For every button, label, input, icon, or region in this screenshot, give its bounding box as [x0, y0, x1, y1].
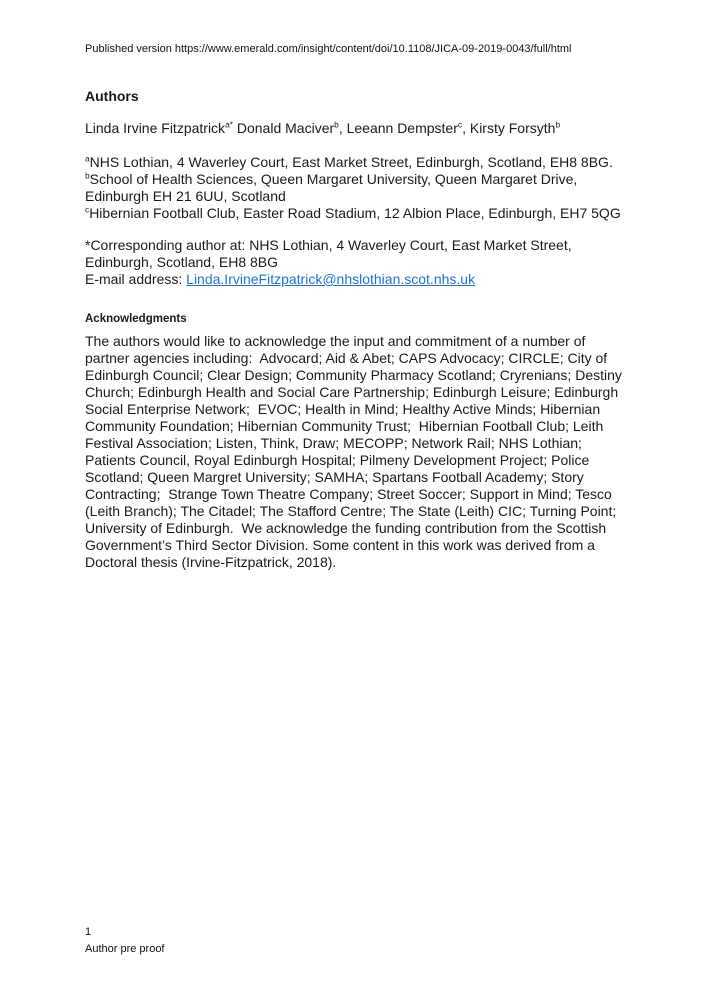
- corresponding-author-block: [85, 237, 622, 288]
- author-name-1: Linda Irvine Fitzpatrick: [85, 120, 226, 136]
- acknowledgments-text: The authors would like to acknowledge the input and commitment of a number of partner agencies including: Advocard; Aid & Abet; CAPS Advocacy; CIRCLE; City of Edinburgh Council; Clear Design; Community Pharmacy Scotland; Cryrenians; Destiny Church; Edinburgh Health and Social Care Partnership; Edinburgh Leisure; Edinburgh Social Enterprise Network; EVOC; Health in Mind; Healthy Active Minds; Hibernian Community Foundation; Hibernian Community Trust; Hibernian Football Club; Leith Festival Association; Listen, Think, Draw; MECOPP; Network Rail; NHS Lothian; Patients Council, Royal Edinburgh Hospital; Pilmeny Development Project; Police Scotland; Queen Margret University; SAMHA; Spartans Football Academy; Story Contracting; Strange Town Theatre Company; Street Soccer; Support in Mind; Tesco (Leith Branch); The Citadel; The Stafford Centre; The State (Leith) CIC; Turning Point; University of Edinburgh. We acknowledge the funding contribution from the Scottish Government’s Third Sector Division. Some content in this work was derived from a Doctoral thesis (Irvine-Fitzpatrick, 2018).: [85, 333, 626, 570]
- proof-label: Author pre proof: [85, 943, 165, 955]
- affiliation-c: [85, 205, 622, 222]
- email-link[interactable]: Linda.IrvineFitzpatrick@nhslothian.scot.nhs.uk: [186, 271, 476, 287]
- email-line: [85, 271, 622, 288]
- affiliation-a-text: NHS Lothian, 4 Waverley Court, East Market Street, Edinburgh, Scotland, EH8 8BG.: [89, 154, 613, 170]
- author-byline: [85, 120, 622, 137]
- affiliation-marker-2: b: [334, 119, 339, 130]
- affiliation-marker-4: b: [555, 119, 561, 130]
- affiliation-marker-3: c: [457, 119, 463, 130]
- affiliation-a: [85, 154, 622, 171]
- affiliation-a-marker: a: [85, 153, 90, 164]
- author-name-3: , Leeann Dempster: [338, 120, 458, 136]
- authors-heading: Authors: [85, 88, 139, 104]
- published-version-note: Published version https://www.emerald.com/insight/content/doi/10.1108/JICA-09-2019-0043/full/html: [85, 43, 572, 55]
- email-label: E-mail address:: [85, 271, 187, 287]
- page-footer: [85, 924, 165, 958]
- affiliation-c-text: Hibernian Football Club, Easter Road Stadium, 12 Albion Place, Edinburgh, EH7 5QG: [89, 205, 621, 221]
- acknowledgments-heading: Acknowledgments: [85, 313, 187, 325]
- affiliations-block: [85, 154, 622, 222]
- affiliation-c-marker: c: [85, 204, 90, 215]
- affiliation-b-text: School of Health Sciences, Queen Margaret University, Queen Margaret Drive, Edinburgh EH 21 6UU, Scotland: [85, 171, 578, 204]
- corresponding-author-note: *Corresponding author at: NHS Lothian, 4 Waverley Court, East Market Street, Edinburgh, Scotland, EH8 8BG: [85, 237, 572, 270]
- affiliation-marker-1: a*: [225, 119, 233, 130]
- author-name-4: , Kirsty Forsyth: [462, 120, 556, 136]
- page-number: 1: [85, 926, 92, 938]
- affiliation-b: [85, 171, 622, 205]
- page-content: [85, 42, 626, 571]
- author-name-2: Donald Maciver: [232, 120, 335, 136]
- affiliation-b-marker: b: [85, 170, 90, 181]
